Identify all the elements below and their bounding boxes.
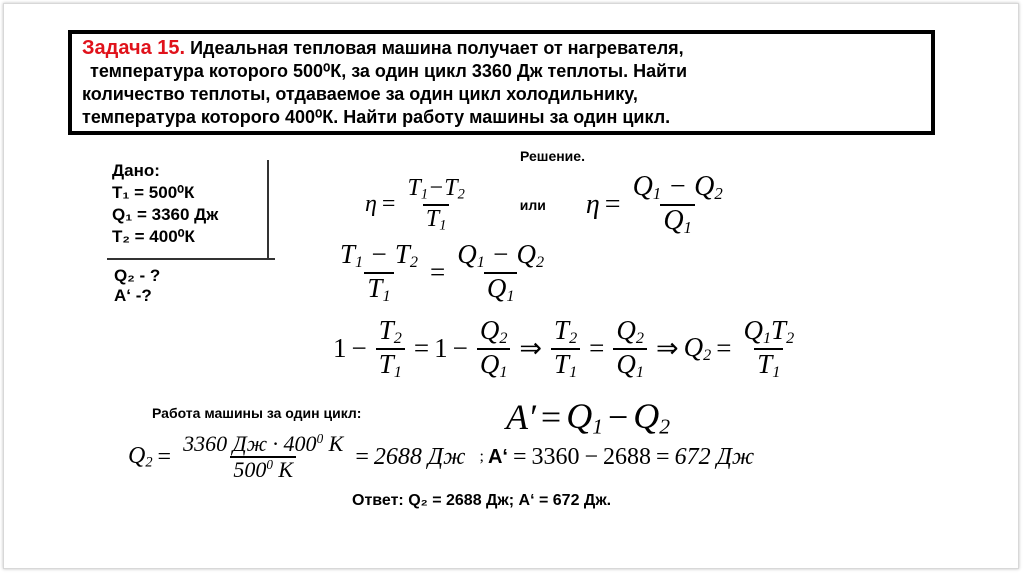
a-result: 672 Дж [674,443,755,470]
solution-title: Решение. [520,148,585,164]
formula-calculation: $Q_2$ = $\frac{3360 Дж \cdot 400^0 K}{500^0 K}$ = 2688 Дж ; А‘ = 3360 − 2688 = 672 Дж [128,431,755,483]
given-heading: Дано: [112,161,160,180]
task-statement [68,30,935,135]
word-or: или [519,196,546,213]
given-q1: Q₁ = 3360 Дж [112,205,219,224]
task-line-4: температура которого 400⁰К. Найти работу машины за один цикл. [82,107,671,127]
task-line-1 [82,37,921,60]
q2-result: 2688 Дж [373,443,466,470]
given-t1: Т₁ = 500⁰К [112,183,195,202]
task-text-1: Идеальная тепловая машина получает от нагревателя, [190,38,684,58]
given-block [112,160,218,248]
given-divider-vertical [267,160,269,260]
find-a: А‘ -? [114,286,152,305]
calc-numerator: 3360 Дж · 400 [183,431,317,456]
task-line-2: температура которого 500⁰К, за один цикл 3360 Дж теплоты. Найти [90,61,688,81]
answer-line: Ответ: Q₂ = 2688 Дж; А‘ = 672 Дж. [352,492,612,509]
formula-equality: $\frac{T_1 - T_2}{T_1}$ = $\frac{Q_1 - Q_2}{Q_1}$ [340,239,545,305]
task-line-3: количество теплоты, отдаваемое за один цикл холодильнику, [82,84,638,104]
find-q2: Q₂ - ? [114,266,161,285]
formula-work: A′ = $Q_1$ − $Q_2$ [506,396,671,439]
given-divider-horizontal [107,258,275,260]
work-label: Работа машины за один цикл: [152,405,362,421]
formula-derivation: 1 − $\frac{T_2}{T_1}$ = 1 − $\frac{Q_2}{Q_1}$ ⇒ $\frac{T_2}{T_1}$ = $\frac{Q_2}{Q_1}$ ⇒ $Q_2$ = $\frac{Q_1T_2}{T_1}$ [333,315,795,381]
calc-denominator: 500 [233,457,267,483]
find-block [114,266,160,306]
frac-heat: $\frac{Q_1 - Q_2}{Q_1}$ [632,171,723,237]
frac-temp: $\frac{T_1-T_2}{T_1}$ [407,175,465,234]
task-title: Задача 15. [82,37,186,59]
given-t2: Т₂ = 400⁰К [112,227,195,246]
formula-efficiency: η = $\frac{T_1-T_2}{T_1}$ или η = $\frac{Q_1 - Q_2}{Q_1}$ [365,172,730,237]
